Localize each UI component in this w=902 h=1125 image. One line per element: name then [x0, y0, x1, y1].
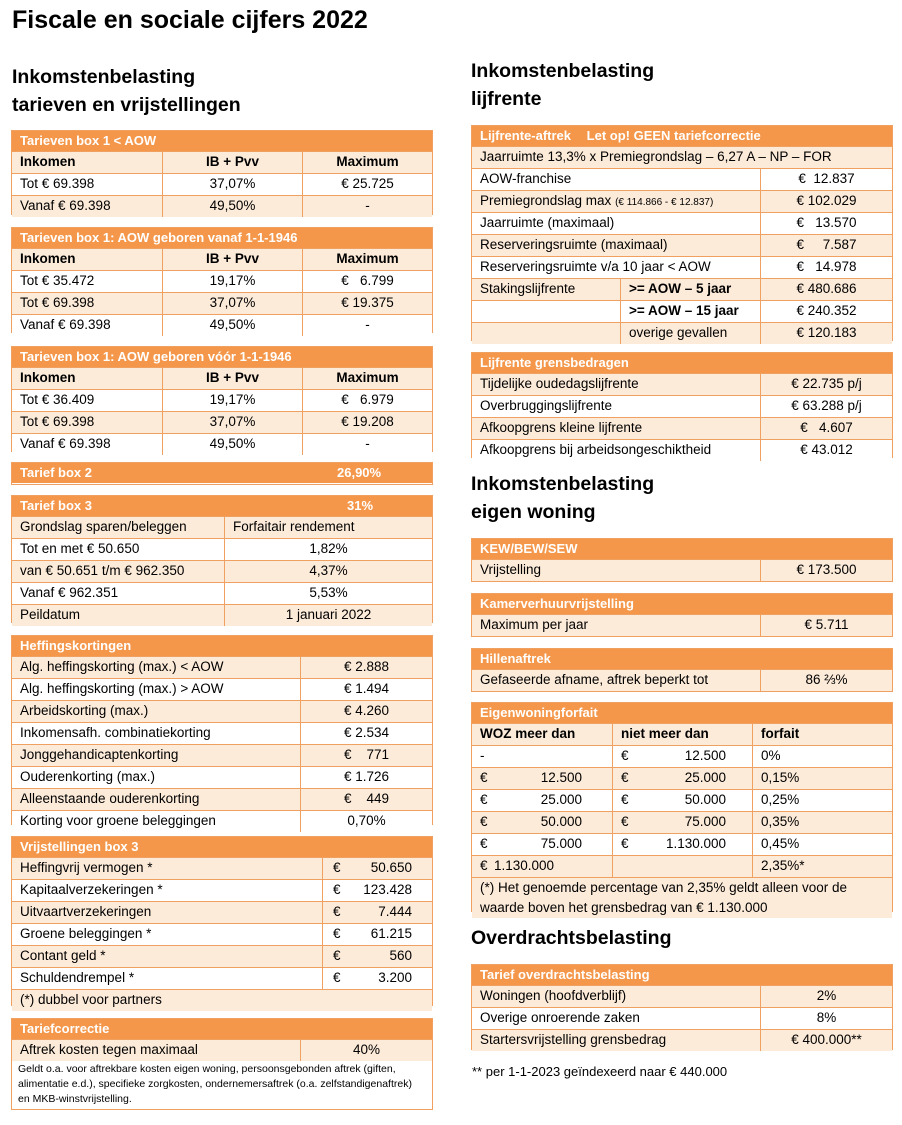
table-row: Alg. heffingskorting (max.) > AOW € 1.494 — [12, 678, 432, 700]
table-row: Peildatum 1 januari 2022 — [12, 604, 432, 626]
table-row: van € 50.651 t/m € 962.350 4,37% — [12, 560, 432, 582]
table-row: Aftrek kosten tegen maximaal 40% — [12, 1039, 432, 1061]
table-row: Premiegrondslag max (€ 114.866 - € 12.837) € 102.029 — [472, 190, 892, 212]
box1-table — [11, 130, 433, 215]
table-row: Alg. heffingskorting (max.) < AOW € 2.888 — [12, 656, 432, 678]
heffingskortingen-table — [11, 635, 433, 828]
box2-title: Tarief box 2 — [20, 465, 93, 480]
lijfrente-formula: Jaarruimte 13,3% x Premiegrondslag – 6,27 A – NP – FOR — [472, 146, 892, 168]
box2-value: 26,90% — [337, 465, 382, 480]
table-row: Jaarruimte (maximaal) € 13.570 — [472, 212, 892, 234]
hillen-title: Hillenaftrek — [472, 649, 892, 669]
table-row: Vanaf € 962.351 5,53% — [12, 582, 432, 604]
premie-small: (€ 114.866 - € 12.837) — [615, 197, 714, 208]
table-row: Tot € 69.398 37,07% € 25.725 — [12, 173, 432, 195]
table-row: Schuldendrempel * € 3.200 — [12, 967, 432, 989]
table-row: Jonggehandicaptenkorting € 771 — [12, 744, 432, 766]
hillen-box — [471, 648, 893, 692]
table-row: Startersvrijstelling grensbedrag € 400.000** — [472, 1029, 892, 1051]
page-title: Fiscale en sociale cijfers 2022 — [12, 6, 368, 34]
kew-title: KEW/BEW/SEW — [472, 539, 892, 559]
box1a-table — [11, 227, 433, 333]
table-row: Groene beleggingen * € 61.215 — [12, 923, 432, 945]
table-row: € 50.000 € 75.000 0,35% — [472, 811, 892, 833]
table-row: Vanaf € 69.398 49,50% - — [12, 314, 432, 336]
ovb-title: Tarief overdrachtsbelasting — [472, 965, 892, 985]
heffingskortingen-title: Heffingskortingen — [12, 636, 432, 656]
grens-title: Lijfrente grensbedragen — [472, 353, 892, 373]
vrijstellingen-title: Vrijstellingen box 3 — [12, 837, 432, 857]
table-row: Gefaseerde afname, aftrek beperkt tot 86 ⅔% — [472, 669, 892, 691]
table-row: Kapitaalverzekeringen * € 123.428 — [12, 879, 432, 901]
table-row: AOW-franchise € 12.837 — [472, 168, 892, 190]
table-row: Tot € 69.398 37,07% € 19.208 — [12, 411, 432, 433]
box1b-table — [11, 346, 433, 452]
table-row: Afkoopgrens kleine lijfrente € 4.607 — [472, 417, 892, 439]
section-heading-ib: Inkomstenbelasting tarieven en vrijstellingen — [12, 66, 241, 116]
table-row: Arbeidskorting (max.) € 4.260 — [12, 700, 432, 722]
section-heading-overdracht: Overdrachtsbelasting — [471, 927, 672, 949]
section-heading-lijfrente: Inkomstenbelasting lijfrente — [471, 60, 655, 110]
table-row: Inkomensafh. combinatiekorting € 2.534 — [12, 722, 432, 744]
table-row: Heffingvrij vermogen * € 50.650 — [12, 857, 432, 879]
lijfrente-title: Lijfrente-aftrek — [480, 128, 572, 143]
ewf-title: Eigenwoningforfait — [472, 703, 892, 723]
ewf-table — [471, 702, 893, 915]
kew-box — [471, 538, 893, 582]
table-row: € 1.130.000 2,35%* — [472, 855, 892, 877]
lijfrente-grens-table — [471, 352, 893, 458]
table-row: Tot € 36.409 19,17% € 6.979 — [12, 389, 432, 411]
box2-bar — [11, 462, 433, 485]
table-row: Vrijstelling € 173.500 — [472, 559, 892, 581]
table-row: Afkoopgrens bij arbeidsongeschiktheid € 43.012 — [472, 439, 892, 461]
table-row: Tot € 35.472 19,17% € 6.799 — [12, 270, 432, 292]
table-row: Overige onroerende zaken 8% — [472, 1007, 892, 1029]
table-header: Inkomen IB + Pvv Maximum — [12, 248, 432, 270]
table-row: Woningen (hoofdverblijf) 2% — [472, 985, 892, 1007]
kamerverhuur-box — [471, 593, 893, 637]
table-row: € 25.000 € 50.000 0,25% — [472, 789, 892, 811]
box3-table — [11, 495, 433, 623]
table-row: Tijdelijke oudedagslijfrente € 22.735 p/j — [472, 373, 892, 395]
table-row: Overbruggingslijfrente € 63.288 p/j — [472, 395, 892, 417]
table-row: Vanaf € 69.398 49,50% - — [12, 195, 432, 217]
table-row: Contant geld * € 560 — [12, 945, 432, 967]
footnote: ** per 1-1-2023 geïndexeerd naar € 440.000 — [472, 1064, 728, 1079]
table-row: Tot en met € 50.650 1,82% — [12, 538, 432, 560]
box3-value: 31% — [347, 498, 374, 513]
tariefcorrectie-title: Tariefcorrectie — [12, 1019, 432, 1039]
table-header: Grondslag sparen/beleggen Forfaitair rendement — [12, 516, 432, 538]
tariefcorrectie-box — [11, 1018, 433, 1110]
kamer-title: Kamerverhuurvrijstelling — [472, 594, 892, 614]
table-row: Uitvaartverzekeringen € 7.444 — [12, 901, 432, 923]
table-header: Inkomen IB + Pvv Maximum — [12, 151, 432, 173]
vrijstellingen-table — [11, 836, 433, 1006]
box1b-title: Tarieven box 1: AOW geboren vóór 1-1-1946 — [12, 347, 432, 367]
table-row: Alleenstaande ouderenkorting € 449 — [12, 788, 432, 810]
table-header: Inkomen IB + Pvv Maximum — [12, 367, 432, 389]
lijfrente-aftrek-table — [471, 125, 893, 341]
table-row: € 75.000 € 1.130.000 0,45% — [472, 833, 892, 855]
table-row: overige gevallen € 120.183 — [472, 322, 892, 344]
table-row: Reserveringsruimte v/a 10 jaar < AOW € 14.978 — [472, 256, 892, 278]
vrijstellingen-note: (*) dubbel voor partners — [12, 989, 432, 1011]
box3-title: Tarief box 3 — [20, 498, 93, 513]
ewf-note: (*) Het genoemde percentage van 2,35% geldt alleen voor de waarde boven het grensbedrag van € 1.130.000 — [472, 877, 892, 918]
table-row: Vanaf € 69.398 49,50% - — [12, 433, 432, 455]
table-row: Stakingslijfrente >= AOW – 5 jaar € 480.686 — [472, 278, 892, 300]
tariefcorrectie-note: Geldt o.a. voor aftrekbare kosten eigen woning, persoonsgebonden aftrek (giften, alimentatie e.d.), specifieke zorgkosten, ondernemersaftrek (o.a. zelfstandigenaftrek) en MKB-winstvrijstelling. — [18, 1063, 412, 1105]
table-row: € 12.500 € 25.000 0,15% — [472, 767, 892, 789]
table-header: WOZ meer dan niet meer dan forfait — [472, 723, 892, 745]
lijfrente-title-note: Let op! GEEN tariefcorrectie — [586, 128, 761, 143]
table-row: Korting voor groene beleggingen 0,70% — [12, 810, 432, 832]
ovb-table — [471, 964, 893, 1050]
table-row: Tot € 69.398 37,07% € 19.375 — [12, 292, 432, 314]
table-row: >= AOW – 15 jaar € 240.352 — [472, 300, 892, 322]
table-row: Ouderenkorting (max.) € 1.726 — [12, 766, 432, 788]
box1-title: Tarieven box 1 < AOW — [12, 131, 432, 151]
table-row: Maximum per jaar € 5.711 — [472, 614, 892, 636]
box1a-title: Tarieven box 1: AOW geboren vanaf 1-1-1946 — [12, 228, 432, 248]
section-heading-eigen-woning: Inkomstenbelasting eigen woning — [471, 473, 655, 523]
table-row: Reserveringsruimte (maximaal) € 7.587 — [472, 234, 892, 256]
table-row: - € 12.500 0% — [472, 745, 892, 767]
